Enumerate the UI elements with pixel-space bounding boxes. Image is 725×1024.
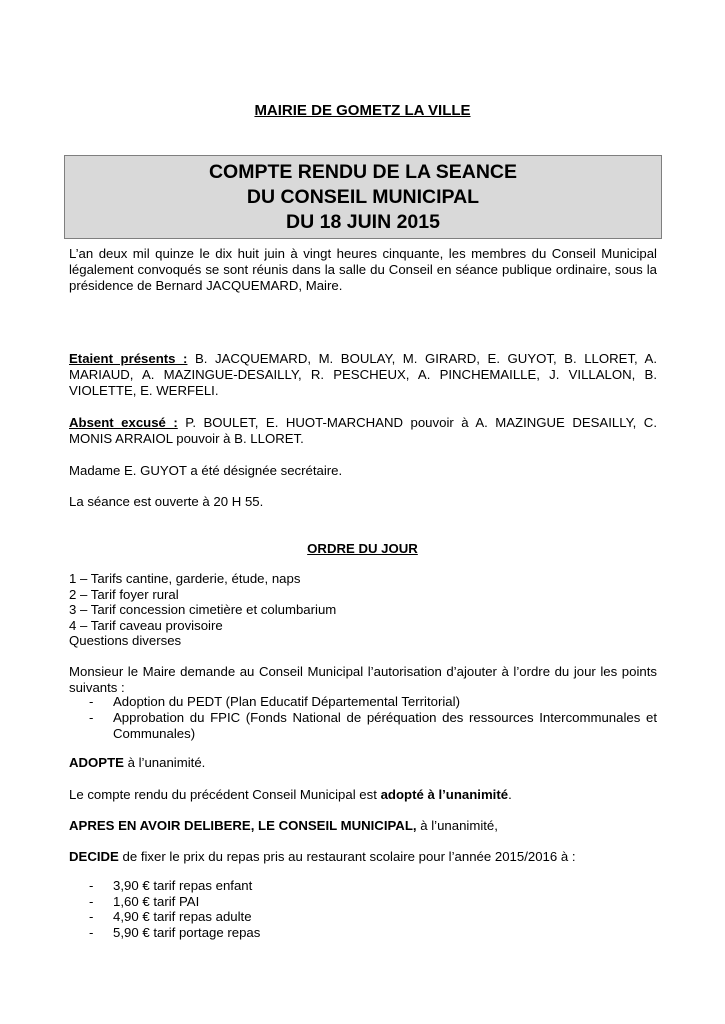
tarif-text: 4,90 € tarif repas adulte bbox=[113, 909, 252, 924]
title-box bbox=[64, 155, 662, 239]
bullet-dash: - bbox=[89, 909, 94, 924]
tarif-text: 5,90 € tarif portage repas bbox=[113, 924, 261, 940]
agenda-list bbox=[69, 571, 657, 649]
compte-rendu-bold: adopté à l’unanimité bbox=[380, 787, 509, 802]
ajout-item-text: Adoption du PEDT (Plan Educatif Départemental Territorial) bbox=[113, 694, 460, 709]
adopte-bold: ADOPTE bbox=[69, 755, 124, 770]
absents-text: P. BOULET, E. HUOT-MARCHAND pouvoir à A. MAZINGUE DESAILLY, C. MONIS ARRAIOL pouvoir à B. LLORET. bbox=[69, 415, 657, 446]
decide-bold: DECIDE bbox=[69, 849, 119, 864]
tarifs-list bbox=[89, 878, 657, 940]
agenda-item: Questions diverses bbox=[69, 633, 182, 648]
presents-paragraph bbox=[69, 351, 657, 399]
decide-rest: de fixer le prix du repas pris au restaurant scolaire pour l’année 2015/2016 à : bbox=[118, 849, 576, 864]
bullet-dash: - bbox=[89, 893, 94, 909]
bullet-dash: - bbox=[89, 878, 94, 893]
list-item bbox=[89, 925, 657, 941]
list-item bbox=[89, 710, 657, 742]
list-item bbox=[89, 694, 657, 710]
title-line-3: DU 18 JUIN 2015 bbox=[286, 211, 440, 233]
adopte-line bbox=[69, 755, 657, 771]
bullet-dash: - bbox=[89, 710, 94, 725]
agenda-item: 1 – Tarifs cantine, garderie, étude, naps bbox=[69, 571, 301, 586]
decide-line bbox=[69, 849, 657, 865]
list-item bbox=[89, 909, 657, 925]
ajout-list bbox=[89, 694, 657, 742]
list-item bbox=[89, 878, 657, 894]
compte-rendu-post: . bbox=[508, 787, 512, 802]
apres-rest: à l’unanimité, bbox=[416, 818, 498, 833]
apres-line bbox=[69, 818, 657, 834]
tarif-text: 3,90 € tarif repas enfant bbox=[113, 878, 253, 893]
title-line-2: DU CONSEIL MUNICIPAL bbox=[246, 186, 480, 208]
ouverture-line: La séance est ouverte à 20 H 55. bbox=[69, 494, 264, 509]
intro-paragraph: L’an deux mil quinze le dix huit juin à vingt heures cinquante, les membres du Conseil Municipal légalement convoqués se sont réunis dans la salle du Conseil en séance publique ordinaire, sous la présidence de Bernard JACQUEMARD, Maire. bbox=[69, 246, 657, 293]
agenda-item: 4 – Tarif caveau provisoire bbox=[69, 617, 223, 633]
presents-text: B. JACQUEMARD, M. BOULAY, M. GIRARD, E. GUYOT, B. LLORET, A. MARIAUD, A. MAZINGUE-DESAILLY, R. PESCHEUX, A. PINCHEMAILLE, J. VILLALON, B. VIOLETTE, E. WERFELI. bbox=[69, 351, 657, 398]
adopte-rest: à l’unanimité. bbox=[123, 755, 206, 770]
ordre-du-jour-heading: ORDRE DU JOUR bbox=[307, 541, 418, 556]
presents-label: Etaient présents : bbox=[69, 351, 188, 366]
ajout-paragraph: Monsieur le Maire demande au Conseil Municipal l’autorisation d’ajouter à l’ordre du jour les points suivants : bbox=[69, 664, 657, 695]
ajout-item-text: Approbation du FPIC (Fonds National de péréquation des ressources Intercommunales et Communales) bbox=[113, 710, 657, 741]
tarif-text: 1,60 € tarif PAI bbox=[113, 893, 200, 909]
list-item bbox=[89, 894, 657, 910]
bullet-dash: - bbox=[89, 924, 94, 940]
compte-rendu-pre: Le compte rendu du précédent Conseil Municipal est bbox=[69, 787, 381, 802]
agenda-item: 3 – Tarif concession cimetière et columbarium bbox=[69, 602, 337, 617]
compte-rendu-line bbox=[69, 787, 657, 803]
bullet-dash: - bbox=[89, 694, 94, 709]
absents-label: Absent excusé : bbox=[69, 415, 178, 430]
absents-paragraph bbox=[69, 415, 657, 447]
mairie-heading: MAIRIE DE GOMETZ LA VILLE bbox=[254, 102, 471, 119]
agenda-item: 2 – Tarif foyer rural bbox=[69, 586, 179, 602]
title-line-1: COMPTE RENDU DE LA SEANCE bbox=[208, 161, 518, 183]
secretaire-line: Madame E. GUYOT a été désignée secrétaire. bbox=[69, 463, 343, 478]
apres-bold: APRES EN AVOIR DELIBERE, LE CONSEIL MUNICIPAL, bbox=[69, 818, 417, 833]
